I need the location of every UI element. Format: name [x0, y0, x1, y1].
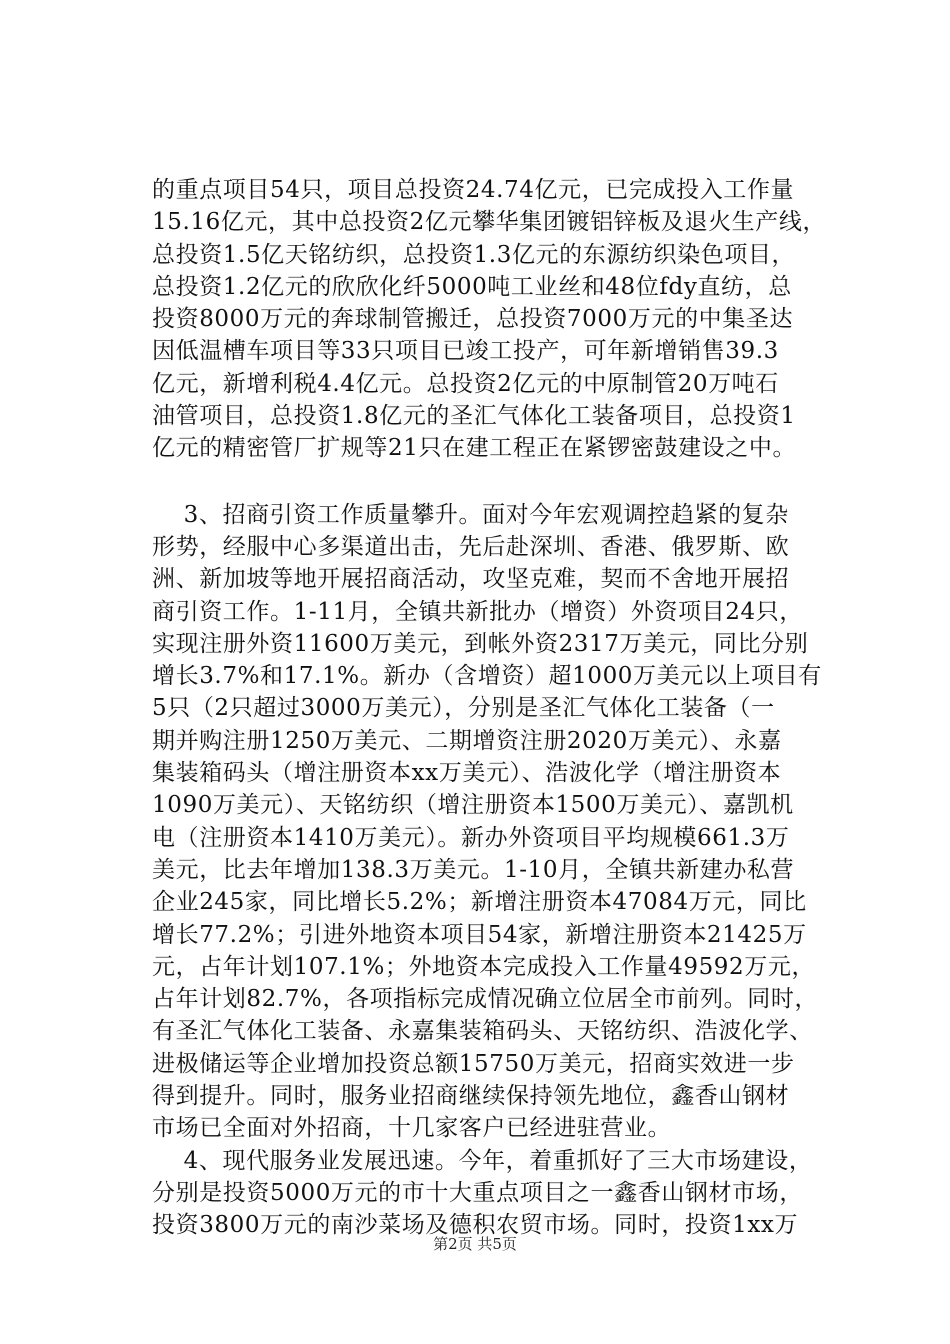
paragraph-modern-services: [152, 1145, 842, 1242]
text-line: 美元，比去年增加138.3万美元。1-10月，全镇共新建办私营: [152, 856, 795, 883]
text-line: 期并购注册1250万美元、二期增资注册2020万美元）、永嘉: [152, 727, 782, 754]
paragraph-spacer: [152, 465, 842, 499]
text-line: 3、招商引资工作质量攀升。面对今年宏观调控趋紧的复杂: [152, 501, 789, 528]
text-line: 总投资1.2亿元的欣欣化纤5000吨工业丝和48位fdy直纺，总: [152, 273, 792, 300]
text-line: 形势，经服中心多渠道出击，先后赴深圳、香港、俄罗斯、欧: [152, 533, 790, 560]
text-line: 1090万美元）、天铭纺织（增注册资本1500万美元）、嘉凯机: [152, 792, 794, 819]
text-line: 商引资工作。1-11月，全镇共新批办（增资）外资项目24只，: [152, 598, 803, 625]
text-line: 有圣汇气体化工装备、永嘉集装箱码头、天铭纺织、浩波化学、: [152, 1018, 813, 1045]
text-line: 总投资1.5亿天铭纺织，总投资1.3亿元的东源纺织染色项目，: [152, 241, 796, 268]
text-line: 占年计划82.7%，各项指标完成情况确立位居全市前列。同时，: [152, 986, 819, 1013]
text-line: 企业245家，同比增长5.2%；新增注册资本47084万元，同比: [152, 889, 807, 916]
document-body: [152, 174, 842, 1242]
text-line: 15.16亿元，其中总投资2亿元攀华集团镀铝锌板及退火生产线，: [152, 209, 827, 236]
text-line: 集装箱码头（增注册资本xx万美元）、浩波化学（增注册资本: [152, 760, 782, 787]
text-line: 实现注册外资11600万美元，到帐外资2317万美元，同比分别: [152, 630, 809, 657]
text-line: 得到提升。同时，服务业招商继续保持领先地位，鑫香山钢材: [152, 1083, 790, 1110]
text-line: 投资3800万元的南沙菜场及德积农贸市场。同时，投资1xx万: [152, 1212, 799, 1239]
text-line: 分别是投资5000万元的市十大重点项目之一鑫香山钢材市场，: [152, 1179, 803, 1206]
text-line: 增长77.2%；引进外地资本项目54家，新增注册资本21425万: [152, 921, 807, 948]
page-number-footer: 第2页 共5页: [433, 1235, 517, 1253]
text-line: 亿元的精密管厂扩规等21只在建工程正在紧锣密鼓建设之中。: [152, 435, 797, 462]
text-line: 5只（2只超过3000万美元），分别是圣汇气体化工装备（一: [152, 695, 775, 722]
text-line: 市场已全面对外招商，十几家客户已经进驻营业。: [152, 1115, 672, 1142]
text-line: 增长3.7%和17.1%。新办（含增资）超1000万美元以上项目有: [152, 663, 822, 690]
paragraph-project-investment: [152, 174, 842, 465]
text-line: 进极储运等企业增加投资总额15750万美元，招商实效进一步: [152, 1050, 795, 1077]
text-line: 洲、新加坡等地开展招商活动，攻坚克难，契而不舍地开展招: [152, 566, 790, 593]
text-line: 亿元，新增利税4.4亿元。总投资2亿元的中原制管20万吨石: [152, 370, 779, 397]
text-line: 4、现代服务业发展迅速。今年，着重抓好了三大市场建设，: [152, 1147, 813, 1174]
paragraph-investment-attraction: [152, 499, 842, 1145]
text-line: 元，占年计划107.1%；外地资本完成投入工作量49592万元，: [152, 953, 816, 980]
text-line: 因低温槽车项目等33只项目已竣工投产，可年新增销售39.3: [152, 338, 779, 365]
text-line: 投资8000万元的奔球制管搬迁，总投资7000万元的中集圣达: [152, 306, 794, 333]
text-line: 的重点项目54只，项目总投资24.74亿元，已完成投入工作量: [152, 177, 795, 203]
text-line: 油管项目，总投资1.8亿元的圣汇气体化工装备项目，总投资1: [152, 403, 796, 430]
text-line: 电（注册资本1410万美元）。新办外资项目平均规模661.3万: [152, 824, 790, 851]
